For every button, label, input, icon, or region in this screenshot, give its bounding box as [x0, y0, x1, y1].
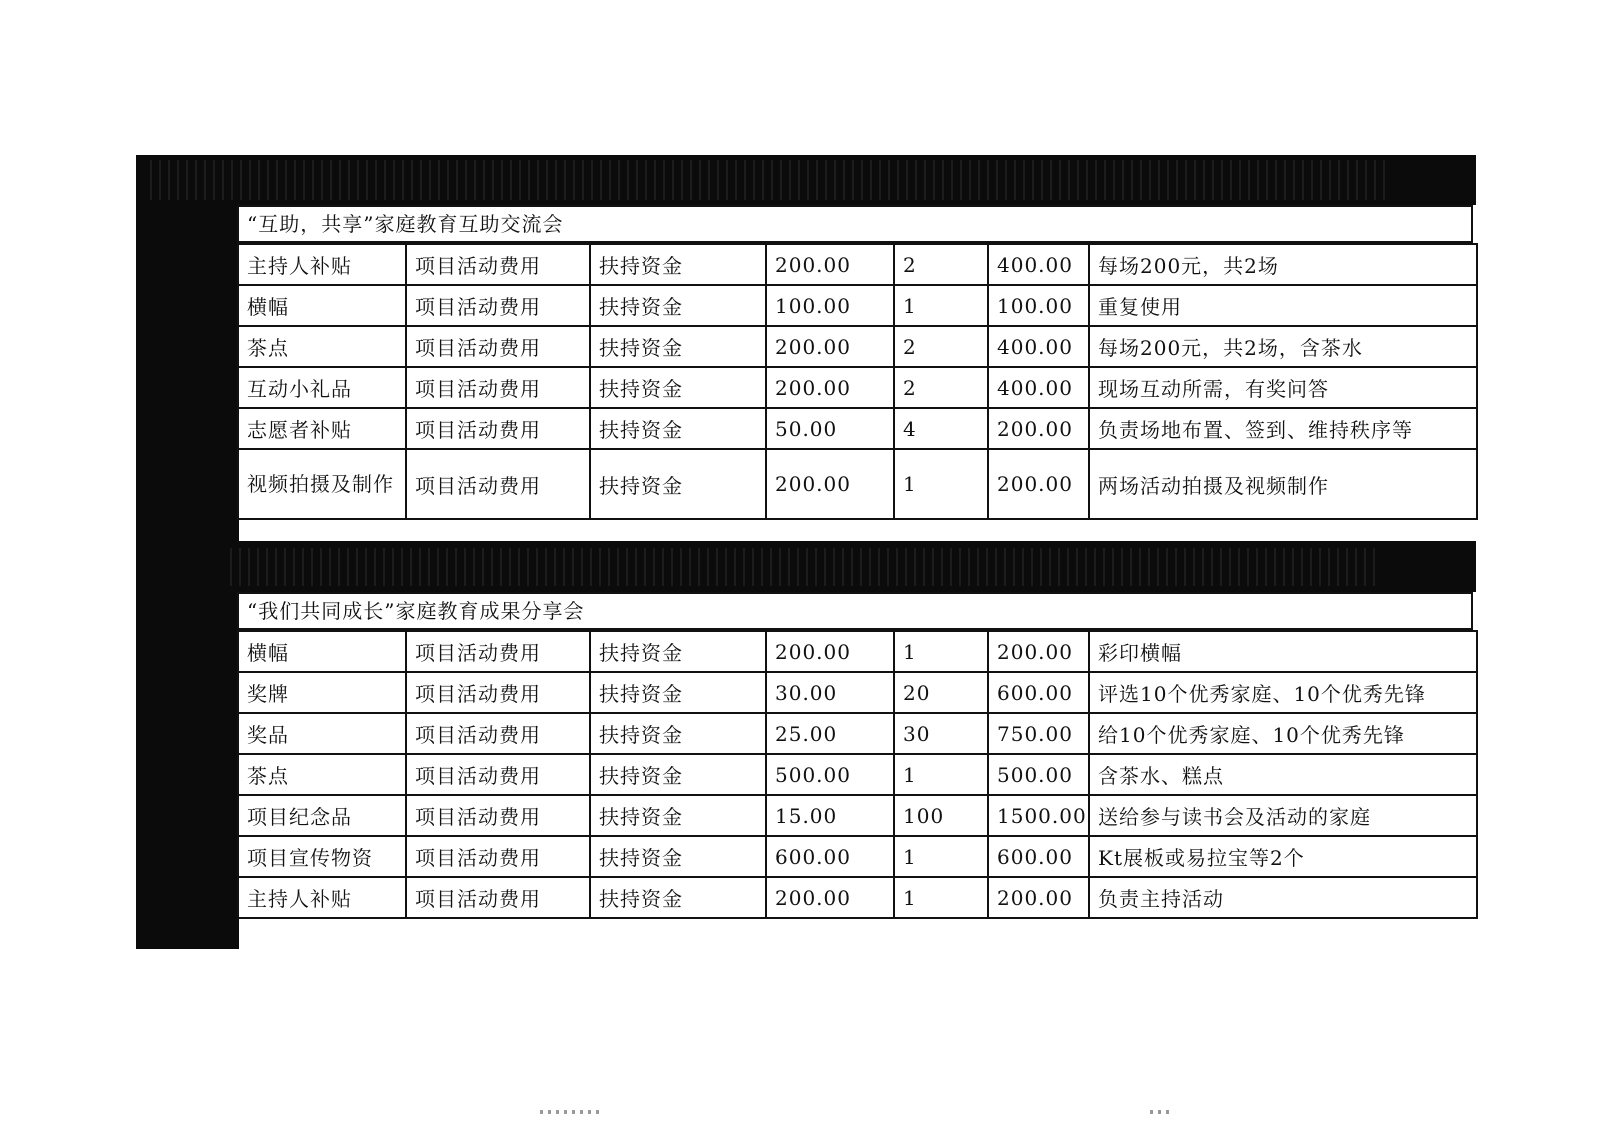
item-cell: 茶点: [238, 754, 406, 795]
section-title-growing-together: “我们共同成长”家庭教育成果分享会: [237, 592, 1473, 630]
scan-shadow-top: [136, 155, 1476, 205]
item-cell: 横幅: [238, 631, 406, 672]
qty-cell: 100: [894, 795, 988, 836]
category-cell: 项目活动费用: [406, 367, 590, 408]
category-cell: 项目活动费用: [406, 285, 590, 326]
note-cell: 每场200元，共2场，含茶水: [1089, 326, 1477, 367]
qty-cell: 2: [894, 326, 988, 367]
table-row: [238, 877, 1477, 918]
qty-cell: 1: [894, 836, 988, 877]
total-cell: 200.00: [988, 408, 1089, 449]
total-cell: 750.00: [988, 713, 1089, 754]
table-row: [238, 631, 1477, 672]
table-row: [238, 326, 1477, 367]
table-row: [238, 713, 1477, 754]
note-cell: 两场活动拍摄及视频制作: [1089, 449, 1477, 519]
source-cell: 扶持资金: [590, 795, 766, 836]
source-cell: 扶持资金: [590, 326, 766, 367]
price-cell: 100.00: [766, 285, 894, 326]
qty-cell: 1: [894, 285, 988, 326]
category-cell: 项目活动费用: [406, 754, 590, 795]
source-cell: 扶持资金: [590, 754, 766, 795]
price-cell: 200.00: [766, 631, 894, 672]
total-cell: 200.00: [988, 877, 1089, 918]
total-cell: 200.00: [988, 631, 1089, 672]
note-cell: 重复使用: [1089, 285, 1477, 326]
note-cell: 每场200元，共2场: [1089, 244, 1477, 285]
source-cell: 扶持资金: [590, 367, 766, 408]
source-cell: 扶持资金: [590, 408, 766, 449]
category-cell: 项目活动费用: [406, 672, 590, 713]
qty-cell: 2: [894, 244, 988, 285]
price-cell: 30.00: [766, 672, 894, 713]
note-cell: 给10个优秀家庭、10个优秀先锋: [1089, 713, 1477, 754]
qty-cell: 1: [894, 754, 988, 795]
price-cell: 200.00: [766, 326, 894, 367]
category-cell: 项目活动费用: [406, 713, 590, 754]
total-cell: 100.00: [988, 285, 1089, 326]
table-row: [238, 244, 1477, 285]
item-cell: 横幅: [238, 285, 406, 326]
source-cell: 扶持资金: [590, 836, 766, 877]
total-cell: 600.00: [988, 836, 1089, 877]
qty-cell: 1: [894, 449, 988, 519]
category-cell: 项目活动费用: [406, 877, 590, 918]
table-row: [238, 408, 1477, 449]
price-cell: 50.00: [766, 408, 894, 449]
table-row: [238, 367, 1477, 408]
item-cell: 主持人补贴: [238, 244, 406, 285]
price-cell: 25.00: [766, 713, 894, 754]
scan-artifact-dots: [540, 1110, 600, 1114]
budget-table-growing-together: [237, 630, 1478, 919]
price-cell: 600.00: [766, 836, 894, 877]
note-cell: 评选10个优秀家庭、10个优秀先锋: [1089, 672, 1477, 713]
source-cell: 扶持资金: [590, 631, 766, 672]
note-cell: Kt展板或易拉宝等2个: [1089, 836, 1477, 877]
item-cell: 奖品: [238, 713, 406, 754]
item-cell: 项目宣传物资: [238, 836, 406, 877]
note-cell: 彩印横幅: [1089, 631, 1477, 672]
total-cell: 600.00: [988, 672, 1089, 713]
source-cell: 扶持资金: [590, 713, 766, 754]
source-cell: 扶持资金: [590, 449, 766, 519]
scan-artifact-dots: [1150, 1110, 1170, 1114]
item-cell: 志愿者补贴: [238, 408, 406, 449]
note-cell: 负责场地布置、签到、维持秩序等: [1089, 408, 1477, 449]
qty-cell: 1: [894, 631, 988, 672]
budget-table-mutual-help: [237, 243, 1478, 520]
category-cell: 项目活动费用: [406, 326, 590, 367]
note-cell: 负责主持活动: [1089, 877, 1477, 918]
qty-cell: 4: [894, 408, 988, 449]
total-cell: 500.00: [988, 754, 1089, 795]
price-cell: 15.00: [766, 795, 894, 836]
category-cell: 项目活动费用: [406, 836, 590, 877]
qty-cell: 20: [894, 672, 988, 713]
note-cell: 送给参与读书会及活动的家庭: [1089, 795, 1477, 836]
item-cell: 互动小礼品: [238, 367, 406, 408]
category-cell: 项目活动费用: [406, 244, 590, 285]
total-cell: 200.00: [988, 449, 1089, 519]
source-cell: 扶持资金: [590, 285, 766, 326]
category-cell: 项目活动费用: [406, 631, 590, 672]
total-cell: 400.00: [988, 326, 1089, 367]
qty-cell: 30: [894, 713, 988, 754]
price-cell: 200.00: [766, 449, 894, 519]
qty-cell: 2: [894, 367, 988, 408]
source-cell: 扶持资金: [590, 672, 766, 713]
table-row: [238, 836, 1477, 877]
price-cell: 200.00: [766, 877, 894, 918]
table-row: [238, 672, 1477, 713]
table-row: [238, 285, 1477, 326]
item-cell: 茶点: [238, 326, 406, 367]
table-row: [238, 754, 1477, 795]
item-cell: 主持人补贴: [238, 877, 406, 918]
total-cell: 1500.00: [988, 795, 1089, 836]
category-cell: 项目活动费用: [406, 408, 590, 449]
price-cell: 500.00: [766, 754, 894, 795]
category-cell: 项目活动费用: [406, 449, 590, 519]
item-cell: 奖牌: [238, 672, 406, 713]
source-cell: 扶持资金: [590, 877, 766, 918]
scan-shadow-middle: [136, 541, 1476, 592]
note-cell: 现场互动所需，有奖问答: [1089, 367, 1477, 408]
price-cell: 200.00: [766, 244, 894, 285]
category-cell: 项目活动费用: [406, 795, 590, 836]
source-cell: 扶持资金: [590, 244, 766, 285]
section-title-mutual-help: “互助，共享”家庭教育互助交流会: [237, 205, 1473, 243]
item-cell: 项目纪念品: [238, 795, 406, 836]
total-cell: 400.00: [988, 244, 1089, 285]
total-cell: 400.00: [988, 367, 1089, 408]
table-row: [238, 795, 1477, 836]
qty-cell: 1: [894, 877, 988, 918]
item-cell: 视频拍摄及制作: [238, 449, 406, 519]
table-row: [238, 449, 1477, 519]
price-cell: 200.00: [766, 367, 894, 408]
note-cell: 含茶水、糕点: [1089, 754, 1477, 795]
